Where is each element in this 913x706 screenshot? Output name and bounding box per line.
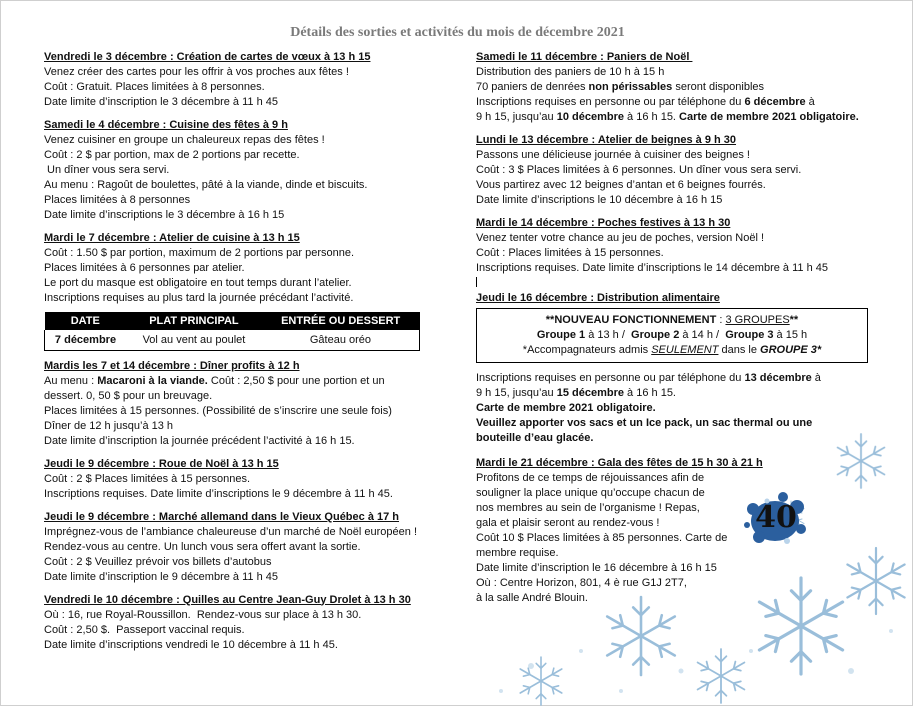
- event-line: Places limitées à 15 personnes. (Possibilité de s’inscrire une seule fois): [44, 404, 392, 417]
- text-span: :: [716, 314, 726, 326]
- event-paniers-noel: [476, 50, 881, 125]
- event-line: Inscriptions requises. Date limite d’inscriptions le 9 décembre à 11 h 45.: [44, 487, 393, 500]
- text-span: GROUPE 3*: [760, 344, 822, 356]
- event-heading: Vendredi le 10 décembre : Quilles au Centre Jean-Guy Drolet à 13 h 30: [44, 593, 411, 606]
- event-line: Dîner de 12 h jusqu’à 13 h: [44, 419, 174, 432]
- event-diner-profits: [44, 359, 439, 449]
- event-line: Veuillez apporter vos sacs et un Ice pack, un sac thermal ou une: [476, 417, 813, 429]
- event-line: gala et plaisir seront au rendez-vous !: [476, 517, 660, 529]
- event-heading: Lundi le 13 décembre : Atelier de beignes à 9 h 30: [476, 134, 737, 146]
- event-heading: Mardi le 7 décembre : Atelier de cuisine à 13 h 15: [44, 232, 300, 244]
- event-line: Coût : 3 $ Places limitées à 6 personnes. Un dîner vous sera servi.: [476, 164, 802, 176]
- menu-prefix: Au menu :: [44, 374, 98, 387]
- text-span: à 16 h 15.: [624, 387, 676, 399]
- text-span: 15 décembre: [556, 387, 624, 399]
- text-span: dans le: [718, 344, 761, 356]
- menu-cost: Coût : 2,50 $ pour une portion et un: [207, 374, 385, 387]
- event-line: Coût : 1.50 $ par portion, maximum de 2 portions par personne.: [44, 247, 355, 259]
- event-line: Date limite d’inscription la journée précédent l’activité à 16 h 15.: [44, 434, 355, 447]
- event-atelier-cuisine: [44, 231, 439, 351]
- event-heading: Jeudi le 9 décembre : Roue de Noël à 13 h 15: [44, 457, 279, 470]
- event-line: Où : 16, rue Royal-Roussillon. Rendez-vous sur place à 13 h 30.: [44, 608, 362, 621]
- event-cuisine-fetes: [44, 118, 439, 223]
- gala-text: [476, 471, 738, 606]
- event-line: [476, 80, 881, 95]
- event-line: Carte de membre 2021 obligatoire.: [476, 402, 656, 414]
- text-span: à: [805, 96, 815, 108]
- event-line: Coût : 2 $ Veuillez prévoir vos billets d’autobus: [44, 555, 272, 568]
- text-span: Groupe 2: [631, 329, 680, 341]
- event-line: bouteille d’eau glacée.: [476, 432, 594, 444]
- event-heading: Mardis les 7 et 14 décembre : Dîner profits à 12 h: [44, 359, 300, 372]
- menu-table: [44, 312, 420, 351]
- text-span: 9 h 15, jusqu’au: [476, 387, 557, 399]
- menu-dish: Macaroni à la viande.: [97, 374, 208, 387]
- text-span: Carte de membre 2021 obligatoire.: [679, 111, 859, 123]
- menu-cell-plat: Vol au vent au poulet: [126, 330, 262, 350]
- event-line: Coût : 2 $ Places limitées à 15 personnes.: [44, 472, 251, 485]
- event-line: Date limite d’inscription le 16 décembre à 16 h 15: [476, 562, 717, 574]
- box-line: [477, 328, 867, 343]
- left-column: [44, 50, 439, 661]
- right-column: [476, 50, 881, 614]
- event-line: Venez créer des cartes pour les offrir à vos proches aux fêtes !: [44, 66, 349, 78]
- event-cartes-voeux: [44, 50, 439, 110]
- event-line: à la salle André Blouin.: [476, 592, 588, 604]
- event-line: Coût 10 $ Places limitées à 85 personnes. Carte de: [476, 532, 728, 544]
- event-heading: Samedi le 4 décembre : Cuisine des fêtes à 9 h: [44, 119, 288, 131]
- event-line: Date limite d’inscription le 3 décembre à 11 h 45: [44, 96, 278, 108]
- event-heading: Mardi le 14 décembre : Poches festives à 13 h 30: [476, 217, 731, 229]
- event-line: [44, 374, 439, 389]
- event-atelier-beignes: [476, 133, 881, 208]
- event-line: Rendez-vous au centre. Un lunch vous sera offert avant la sortie.: [44, 540, 361, 553]
- text-span: à 15 h: [773, 329, 808, 341]
- text-span: à 14 h /: [679, 329, 726, 341]
- event-line: Venez cuisiner en groupe un chaleureux repas des fêtes !: [44, 134, 325, 146]
- text-span: SEULEMENT: [651, 344, 719, 356]
- event-heading: Jeudi le 9 décembre : Marché allemand dans le Vieux Québec à 17 h: [44, 510, 400, 523]
- event-line: Coût : Gratuit. Places limitées à 8 personnes.: [44, 81, 265, 93]
- event-line: Inscriptions requises au plus tard la journée précédant l’activité.: [44, 292, 354, 304]
- text-span: Groupe 3: [725, 329, 774, 341]
- box-line: [477, 313, 867, 328]
- event-line: Coût : 2 $ par portion, max de 2 portions par recette.: [44, 149, 300, 161]
- text-span: à 16 h 15.: [624, 111, 680, 123]
- event-line: [476, 95, 881, 110]
- event-line: Vous partirez avec 12 beignes d’antan et 6 beignes fourrés.: [476, 179, 766, 191]
- text-span: 13 décembre: [744, 372, 812, 384]
- text-span: 70 paniers de denrées: [476, 81, 589, 93]
- event-line: Où : Centre Horizon, 801, 4 è rue G1J 2T7,: [476, 577, 687, 589]
- event-line: Distribution des paniers de 10 h à 15 h: [476, 66, 665, 78]
- event-line: nos membres au sein de l’organisme ! Repas,: [476, 502, 700, 514]
- menu-header-date: DATE: [45, 312, 127, 330]
- text-span: Inscriptions requises en personne ou par téléphone du: [476, 96, 745, 108]
- text-span: 9 h 15, jusqu’au: [476, 111, 557, 123]
- text-span: 10 décembre: [556, 111, 624, 123]
- event-line: Imprégnez-vous de l’ambiance chaleureuse d’un marché de Noël européen !: [44, 525, 418, 538]
- text-span: *Accompagnateurs admis: [522, 344, 652, 356]
- event-heading: Vendredi le 3 décembre : Création de cartes de vœux à 13 h 15: [44, 51, 371, 63]
- event-line: souligner la place unique qu’occupe chacun de: [476, 487, 705, 499]
- text-cursor: [476, 277, 477, 287]
- menu-header-entree: ENTRÉE OU DESSERT: [262, 312, 420, 330]
- event-line: Venez tenter votre chance au jeu de poches, version Noël !: [476, 232, 765, 244]
- event-line: Passons une délicieuse journée à cuisiner des beignes !: [476, 149, 750, 161]
- event-poches-festives: [476, 216, 881, 287]
- event-gala-fetes: [476, 456, 881, 606]
- event-line: Profitons de ce temps de réjouissances afin de: [476, 472, 705, 484]
- event-heading: Jeudi le 16 décembre : Distribution alimentaire: [476, 292, 720, 304]
- text-span: **: [789, 314, 799, 326]
- event-line: [476, 371, 881, 386]
- anniversary-badge: [739, 489, 811, 551]
- event-line: dessert. 0, 50 $ pour un breuvage.: [44, 389, 213, 402]
- event-line: Places limitées à 8 personnes: [44, 194, 191, 206]
- text-span: à 13 h /: [585, 329, 632, 341]
- event-line: Inscriptions requises. Date limite d’inscriptions le 14 décembre à 11 h 45: [476, 262, 828, 274]
- event-line: Date limite d’inscriptions le 10 décembre à 16 h 15: [476, 194, 723, 206]
- event-line: Coût : Places limitées à 15 personnes.: [476, 247, 664, 259]
- event-line: Date limite d’inscriptions vendredi le 10 décembre à 11 h 45.: [44, 638, 338, 651]
- event-line: [476, 110, 881, 125]
- event-line: [476, 386, 881, 401]
- event-line: Date limite d’inscriptions le 3 décembre à 16 h 15: [44, 209, 285, 221]
- event-quilles: [44, 593, 439, 653]
- event-line: membre requise.: [476, 547, 559, 559]
- event-line: Le port du masque est obligatoire en tout temps durant l’atelier.: [44, 277, 352, 289]
- menu-table-header: [45, 312, 420, 330]
- event-line: Coût : 2,50 $. Passeport vaccinal requis.: [44, 623, 245, 636]
- text-span: seront disponibles: [672, 81, 765, 93]
- text-span: Groupe 1: [536, 329, 586, 341]
- event-distribution-alimentaire: [476, 291, 881, 446]
- event-heading: Samedi le 11 décembre : Paniers de Noël: [476, 51, 693, 63]
- menu-cell-date: 7 décembre: [45, 330, 127, 350]
- event-roue-noel: [44, 457, 439, 502]
- text-span: Inscriptions requises en personne ou par téléphone du: [476, 372, 745, 384]
- table-row: [45, 330, 420, 350]
- box-line: [477, 343, 867, 358]
- event-heading: Mardi le 21 décembre : Gala des fêtes de 15 h 30 à 21 h: [476, 457, 763, 469]
- event-line: Un dîner vous sera servi.: [44, 164, 170, 176]
- text-span: non périssables: [588, 81, 673, 93]
- text-span: **NOUVEAU FONCTIONNEMENT: [545, 314, 717, 326]
- event-line: Date limite d’inscription le 9 décembre à 11 h 45: [44, 570, 278, 583]
- menu-cell-entree: Gâteau oréo: [262, 330, 420, 350]
- groups-box: [476, 308, 868, 363]
- menu-header-plat: PLAT PRINCIPAL: [126, 312, 262, 330]
- event-line: Au menu : Ragoût de boulettes, pâté à la viande, dinde et biscuits.: [44, 179, 368, 191]
- text-span: 6 décembre: [744, 96, 806, 108]
- page-title: Détails des sorties et activités du mois de décembre 2021: [290, 25, 625, 40]
- text-span: à: [811, 372, 821, 384]
- event-marche-allemand: [44, 510, 439, 585]
- event-line: Places limitées à 6 personnes par atelier.: [44, 262, 245, 274]
- badge-number: 40: [755, 500, 797, 535]
- text-span: 3 GROUPES: [725, 314, 790, 326]
